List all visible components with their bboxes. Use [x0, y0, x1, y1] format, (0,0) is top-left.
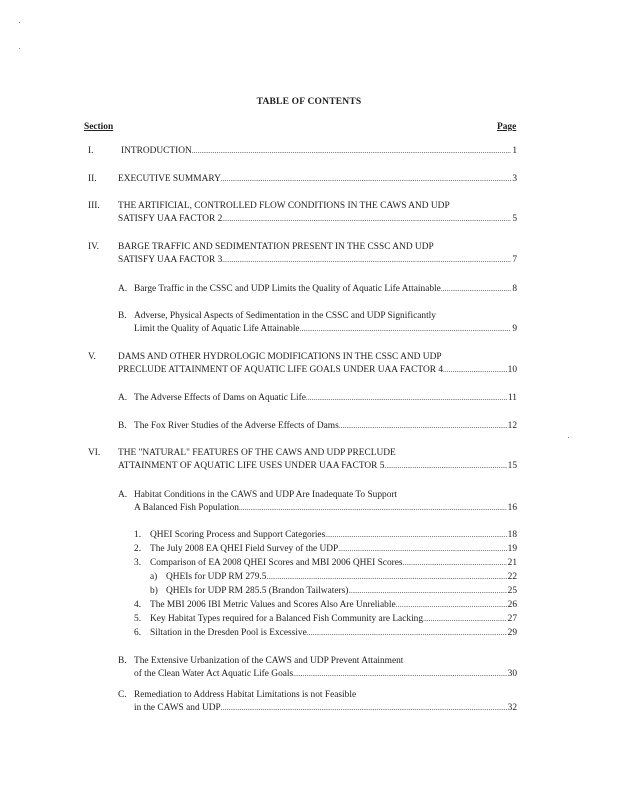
scan-speck	[19, 48, 20, 49]
toc-entry-text: THE "NATURAL" FEATURES OF THE CAWS AND UDP PRECLUDE	[118, 448, 396, 458]
toc-number: 1.	[134, 530, 142, 540]
toc-entry-dams: PRECLUDE ATTAINMENT OF AQUATIC LIFE GOALS UNDER UAA FACTOR 4 . . . 10	[118, 365, 517, 376]
toc-entry-flow-conditions: SATISFY UAA FACTOR 2 . . . 5	[118, 214, 517, 225]
toc-number: VI.	[88, 448, 101, 458]
toc-number: III.	[88, 201, 100, 211]
section-column-header: Section	[84, 122, 114, 132]
toc-entry-remediation: in the CAWS and UDP . . . 32	[134, 703, 517, 714]
toc-entry-introduction: INTRODUCTION . . . 1	[121, 146, 517, 157]
toc-number: 2.	[134, 544, 142, 554]
toc-entry-barge-traffic: SATISFY UAA FACTOR 3 . . . 7	[118, 255, 517, 266]
page-column-header: Page	[497, 122, 517, 132]
toc-entry-executive-summary: EXECUTIVE SUMMARY . . . 3	[118, 174, 517, 185]
toc-number: 5.	[134, 614, 142, 624]
toc-entry-text: Adverse, Physical Aspects of Sedimentation in the CSSC and UDP Significantly	[134, 311, 436, 321]
toc-entry-barge-traffic-limits: Barge Traffic in the CSSC and UDP Limits the Quality of Aquatic Life Attainable . . . 8	[134, 284, 517, 295]
toc-number: b)	[150, 586, 158, 596]
scan-speck	[568, 437, 569, 438]
toc-entry-rm-279: QHEIs for UDP RM 279.5 . . . 22	[166, 572, 517, 583]
toc-number: B.	[118, 311, 127, 321]
toc-number: 6.	[134, 628, 142, 638]
toc-entry-sedimentation: Limit the Quality of Aquatic Life Attainable . . . 9	[134, 324, 517, 335]
toc-number: V.	[88, 352, 96, 362]
toc-number: B.	[118, 656, 127, 666]
toc-number: I.	[88, 146, 94, 156]
toc-number: C.	[118, 690, 127, 700]
toc-number: IV.	[88, 242, 100, 252]
toc-entry-fox-river: The Fox River Studies of the Adverse Effects of Dams . . . 12	[134, 421, 517, 432]
toc-entry-text: The Extensive Urbanization of the CAWS and UDP Prevent Attainment	[134, 656, 404, 666]
toc-number: B.	[118, 421, 127, 431]
toc-entry-field-survey: The July 2008 EA QHEI Field Survey of the UDP . . . 19	[150, 544, 517, 555]
toc-entry-text: Habitat Conditions in the CAWS and UDP Are Inadequate To Support	[134, 490, 398, 500]
toc-entry-text: BARGE TRAFFIC AND SEDIMENTATION PRESENT IN THE CSSC AND UDP	[118, 242, 434, 252]
toc-number: A.	[118, 284, 128, 294]
toc-number: A.	[118, 393, 128, 403]
toc-entry-adverse-effects: The Adverse Effects of Dams on Aquatic Life . . . 11	[134, 393, 517, 404]
toc-entry-ibi-metrics: The MBI 2006 IBI Metric Values and Scores Also Are Unreliable . . . 26	[150, 600, 517, 611]
toc-number: 3.	[134, 558, 142, 568]
toc-entry-natural-features: ATTAINMENT OF AQUATIC LIFE USES UNDER UAA FACTOR 5 . . . 15	[118, 461, 517, 472]
toc-entry-qhei-scoring: QHEI Scoring Process and Support Categories . . . 18	[150, 530, 517, 541]
toc-number: 4.	[134, 600, 142, 610]
toc-number: A.	[118, 490, 128, 500]
toc-entry-siltation: Siltation in the Dresden Pool is Excessive . . . 29	[150, 628, 517, 639]
toc-entry-habitat-conditions: A Balanced Fish Population . . . 16	[134, 503, 517, 514]
toc-entry-qhei-comparison: Comparison of EA 2008 QHEI Scores and MBI 2006 QHEI Scores . . . 21	[150, 558, 517, 569]
toc-entry-text: Remediation to Address Habitat Limitations is not Feasible	[134, 690, 357, 700]
toc-entry-rm-285: QHEIs for UDP RM 285.5 (Brandon Tailwaters) . . . 25	[166, 586, 517, 597]
toc-entry-habitat-types: Key Habitat Types required for a Balanced Fish Community are Lacking . . . 27	[150, 614, 517, 625]
toc-entry-urbanization: of the Clean Water Act Aquatic Life Goals . . . 30	[134, 669, 517, 680]
toc-number: II.	[88, 174, 97, 184]
toc-entry-text: DAMS AND OTHER HYDROLOGIC MODIFICATIONS IN THE CSSC AND UDP	[118, 352, 442, 362]
toc-entry-text: THE ARTIFICIAL, CONTROLLED FLOW CONDITIONS IN THE CAWS AND UDP	[118, 201, 450, 211]
scan-speck	[19, 22, 20, 23]
toc-number: a)	[150, 572, 158, 582]
toc-title: TABLE OF CONTENTS	[256, 97, 362, 107]
